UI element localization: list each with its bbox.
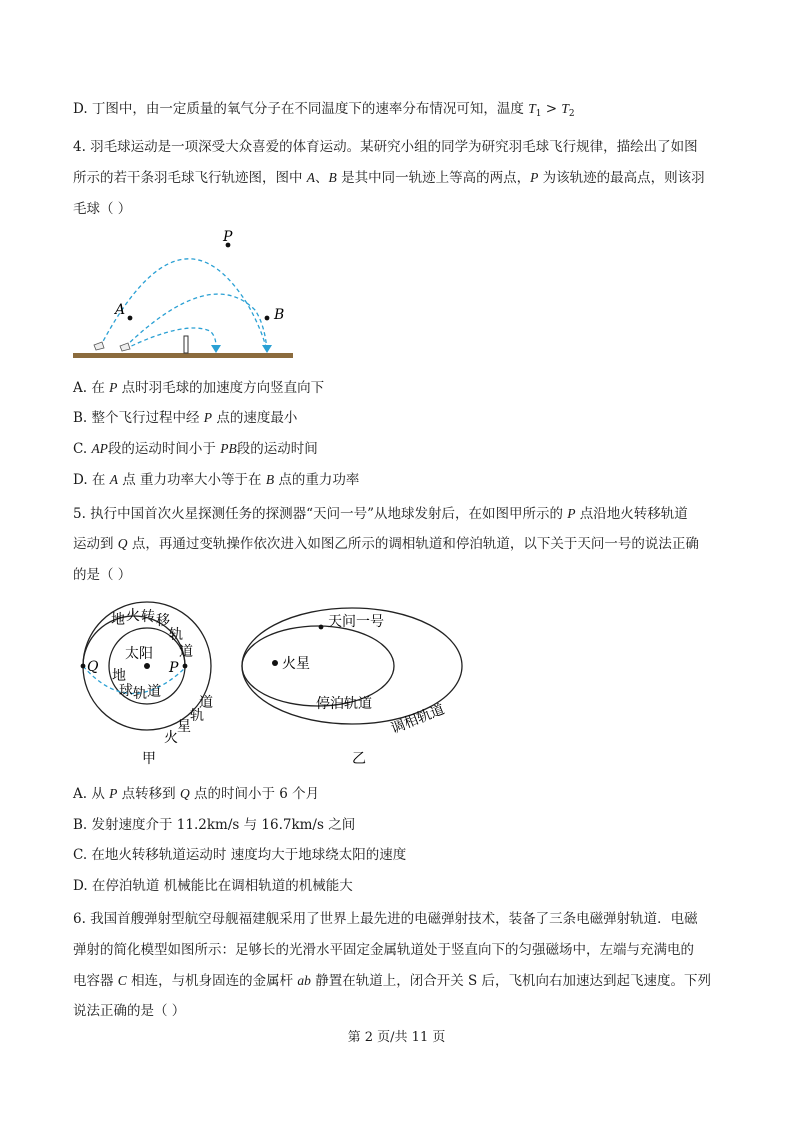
q4-option-B: B. 整个飞行过程中经 P 点的速度最小 (73, 410, 298, 426)
q5-option-C: C. 在地火转移轨道运动时 速度均大于地球绕太阳的速度 (73, 847, 407, 863)
label-A: A (115, 302, 126, 318)
q5-stem-line2: 运动到 Q 点，再通过变轨操作依次进入如图乙所示的调相轨道和停泊轨道，以下关于天问一号的说法正确 (73, 536, 699, 552)
earth-label-char-2: 球 (119, 683, 133, 699)
trajectory-low (125, 328, 216, 351)
tianwen-label: 天问一号 (328, 614, 384, 630)
q5-option-A: A. 从 P 点转移到 Q 点的时间小于 6 个月 (73, 786, 320, 802)
q5-option-B: B. 发射速度介于 11.2km/s 与 16.7km/s 之间 (73, 817, 356, 833)
transfer-label-char-6: 道 (179, 644, 193, 660)
phasing-orbit-label: 调相轨道 (388, 701, 447, 738)
point-B (265, 316, 270, 321)
label-P: P (169, 660, 179, 676)
q5-stem-line3: 的是（ ） (73, 567, 132, 583)
q5-stem-line1: 5. 执行中国首次火星探测任务的探测器“天问一号”从地球发射后，在如图甲所示的 P 点沿地火转移轨道 (73, 506, 688, 522)
q4-option-D: D. 在 A 点 重力功率大小等于在 B 点的重力功率 (73, 472, 360, 488)
earth-label-char-4: 道 (147, 684, 161, 700)
q4-stem-line1: 4. 羽毛球运动是一项深受大众喜爱的体育运动。某研究小组的同学为研究羽毛球飞行规律，描绘出了如图 (73, 139, 698, 155)
earth-label-char-3: 轨 (133, 686, 147, 702)
net-post (184, 336, 188, 353)
arrowhead-B (262, 345, 272, 353)
parking-orbit-label: 停泊轨道 (316, 696, 372, 712)
sun-label: 太阳 (125, 646, 153, 662)
transfer-label-char-4: 移 (156, 613, 170, 629)
mars-label: 火星 (282, 656, 310, 672)
ground (73, 353, 293, 358)
q4-stem-line2: 所示的若干条羽毛球飞行轨迹图，图中 A、B 是其中同一轨迹上等高的两点，P 为该轨迹的最高点，则该羽 (73, 170, 705, 186)
mars-label-char-1: 火 (164, 730, 178, 746)
label-B: B (274, 307, 285, 323)
q4-option-C: C. AP段的运动时间小于 PB段的运动时间 (73, 441, 318, 457)
q6-stem-line1: 6. 我国首艘弹射型航空母舰福建舰采用了世界上最先进的电磁弹射技术，装备了三条电磁弹射轨道．电磁 (73, 911, 698, 927)
mars-label-char-2: 星 (177, 719, 191, 735)
point-Q (81, 664, 86, 669)
figure-jia-caption: 甲 (142, 751, 156, 767)
point-A (128, 316, 133, 321)
transfer-label-char-5: 轨 (169, 627, 183, 643)
orbit-figure-jia (75, 600, 225, 770)
transfer-label-char-2: 火 (126, 608, 140, 624)
label-Q: Q (87, 659, 99, 675)
sun (144, 663, 150, 669)
q6-stem-line3: 电容器 C 相连，与机身固连的金属杆 ab 静置在轨道上，闭合开关 S 后，飞机向右加速达到起飞速度。下列 (73, 973, 712, 989)
page-footer: 第 2 页/共 11 页 (347, 1030, 446, 1045)
shuttlecock-1 (94, 342, 104, 350)
label-P: P (223, 229, 233, 245)
mars-label-char-4: 道 (199, 695, 213, 711)
badminton-trajectory-figure (70, 225, 300, 365)
shuttlecock-2 (120, 343, 130, 351)
q6-stem-line4: 说法正确的是（ ） (73, 1003, 186, 1019)
earth-label-char-1: 地 (112, 668, 126, 684)
arrowhead-low (211, 345, 221, 353)
q5-option-D: D. 在停泊轨道 机械能比在调相轨道的机械能大 (73, 878, 353, 894)
q4-stem-line3: 毛球（ ） (73, 201, 132, 217)
transfer-label-char-1: 地 (111, 612, 125, 628)
option-3-D: D. 丁图中，由一定质量的氧气分子在不同温度下的速率分布情况可知，温度 $T_1 > T_2$ (73, 101, 575, 119)
tianwen-dot (319, 625, 324, 630)
point-P (183, 664, 188, 669)
figure-yi-caption: 乙 (352, 751, 366, 767)
q4-option-A: A. 在 P 点时羽毛球的加速度方向竖直向下 (73, 380, 325, 396)
parking-orbit (242, 626, 394, 706)
mars-label-char-3: 轨 (190, 708, 204, 724)
transfer-label-char-3: 转 (141, 609, 155, 625)
q6-stem-line2: 弹射的简化模型如图所示：足够长的光滑水平固定金属轨道处于竖直向下的匀强磁场中，左端与充满电的 (73, 942, 694, 958)
mars-dot (272, 660, 278, 666)
trajectory-mid (125, 294, 267, 351)
orbit-figure-yi (236, 600, 471, 770)
